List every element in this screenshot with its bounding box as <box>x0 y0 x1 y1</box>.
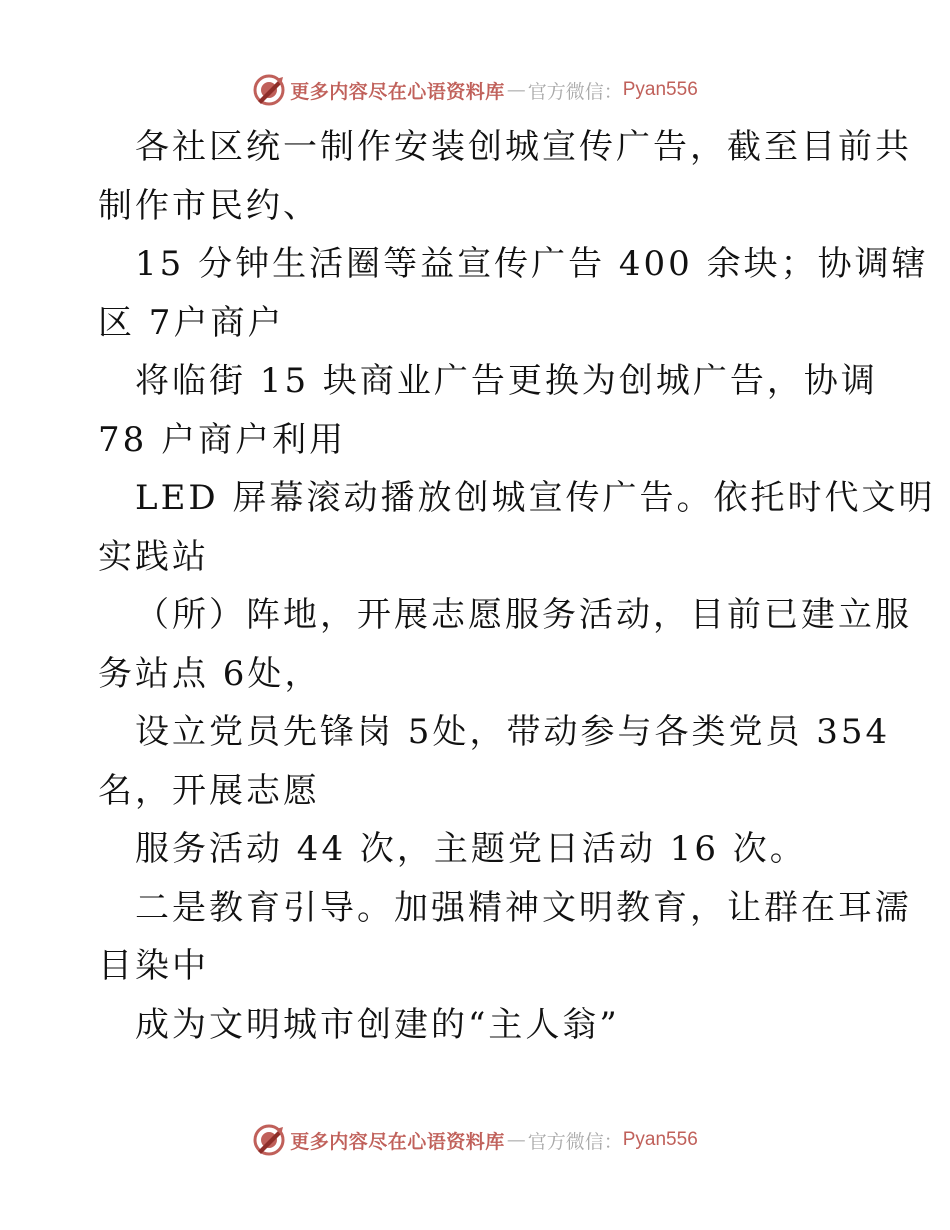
text-line: 各社区统一制作安装创城宣传广告，截至目前共 <box>135 127 912 167</box>
quill-pen-seal-icon <box>252 1123 286 1157</box>
text-line: 服务活动 44 次，主题党日活动 16 次。 <box>135 829 807 869</box>
banner-wechat-id: Pyan556 <box>622 1129 698 1150</box>
text-line: 将临街 15 块商业广告更换为创城广告，协调 <box>135 361 878 401</box>
banner-wechat-id: Pyan556 <box>622 79 698 100</box>
text-line: 区 7户商户 <box>98 302 285 343</box>
text-line: 务站点 6处， <box>98 653 322 694</box>
text-line: LED 屏幕滚动播放创城宣传广告。依托时代文明 <box>135 478 936 518</box>
document-body <box>98 118 936 1054</box>
text-line: 78 户商户利用 <box>98 419 347 460</box>
banner-official-label: 官方微信： <box>527 1130 623 1153</box>
text-line: 实践站 <box>98 536 209 577</box>
quill-pen-seal-icon <box>252 73 286 107</box>
footer-banner <box>0 1120 950 1160</box>
banner-title: 更多内容尽在心语资料库 <box>290 80 505 103</box>
text-line: 15 分钟生活圈等益宣传广告 400 余块；协调辖 <box>135 244 929 284</box>
banner-separator: — <box>506 1129 526 1151</box>
banner-separator: — <box>506 79 526 101</box>
text-line: 设立党员先锋岗 5处，带动参与各类党员 354 <box>135 712 891 752</box>
text-line: 成为文明城市创建的“主人翁” <box>135 1004 620 1045</box>
banner-title: 更多内容尽在心语资料库 <box>290 1130 505 1153</box>
text-line: 二是教育引导。加强精神文明教育，让群在耳濡 <box>135 887 912 928</box>
text-line: 名，开展志愿 <box>98 770 320 811</box>
header-banner <box>0 70 950 110</box>
banner-official-label: 官方微信： <box>527 80 623 103</box>
text-line: （所）阵地，开展志愿服务活动，目前已建立服 <box>135 595 912 635</box>
text-line: 目染中 <box>98 946 209 986</box>
text-line: 制作市民约、 <box>98 185 320 226</box>
